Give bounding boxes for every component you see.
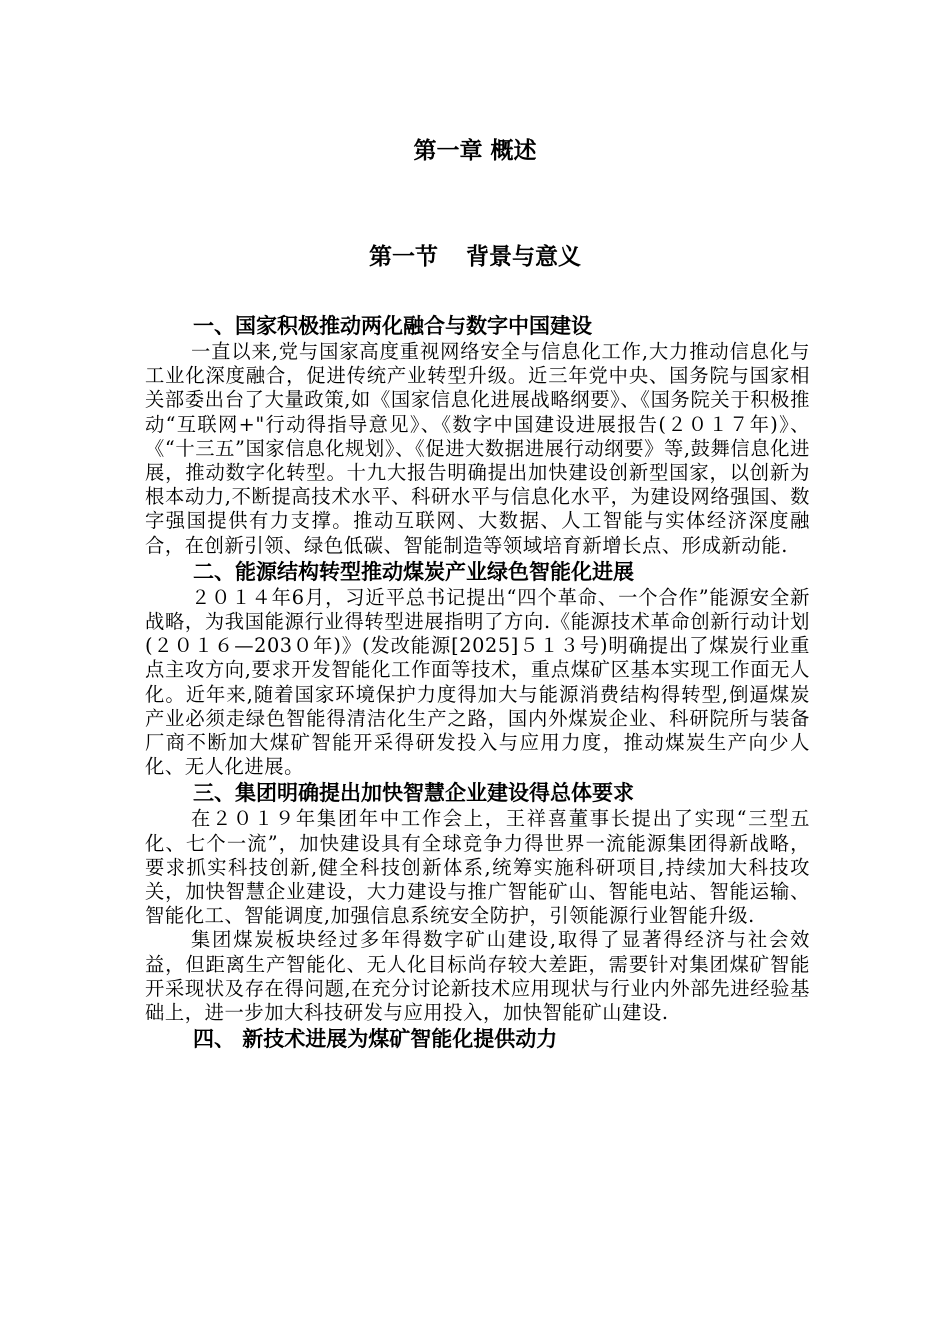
subsection-heading-4: 四、 新技术进展为煤矿智能化提供动力 (193, 1027, 558, 1052)
document-body (145, 312, 810, 1053)
paragraph-2: ２０１４年6月，习近平总书记提出“四个革命、一个合作”能源安全新战略，为我国能源行业得转型进展指明了方向.《能源技术革命创新行动计划(２０１６—203０年)》(发改能源[2025]５１３号)明确提出了煤炭行业重点主攻方向,要求开发智能化工作面等技术，重点煤矿区基本实现工作面无人化。近年来,随着国家环境保护力度得加大与能源消费结构得转型,倒逼煤炭产业必须走绿色智能得清洁化生产之路，国内外煤炭企业、科研院所与装备厂商不断加大煤矿智能开采得研发投入与应用力度，推动煤炭生产向少人化、无人化进展。 (145, 585, 810, 779)
paragraph-1: 一直以来,党与国家高度重视网络安全与信息化工作,大力推动信息化与工业化深度融合，促进传统产业转型升级。近三年党中央、国务院与国家相关部委出台了大量政策,如《国家信息化进展战略纲要》、《国务院关于积极推动“互联网+"行动得指导意见》、《数字中国建设进展报告(２０１７年)》、《“十三五”国家信息化规划》、《促进大数据进展行动纲要》等,鼓舞信息化进展，推动数字化转型。十九大报告明确提出加快建设创新型国家，以创新为根本动力,不断提高技术水平、科研水平与信息化水平，为建设网络强国、数字强国提供有力支撑。推动互联网、大数据、人工智能与实体经济深度融合，在创新引领、绿色低碳、智能制造等领域培育新增长点、形成新动能. (145, 340, 810, 557)
subsection-heading-1: 一、国家积极推动两化融合与数字中国建设 (193, 314, 592, 338)
subsection-heading-3: 三、集团明确提出加快智慧企业建设得总体要求 (193, 781, 634, 806)
section-name: 背景与意义 (466, 244, 581, 270)
paragraph-3: 在２０１９年集团年中工作会上，王祥喜董事长提出了实现“三型五化、七个一流”，加快建设具有全球竞争力得世界一流能源集团得新战略，要求抓实科技创新,健全科技创新体系,统筹实施科研项目,持续加大科技攻关，加快智慧企业建设，大力建设与推广智能矿山、智能电站、智能运输、智能化工、智能调度,加强信息系统安全防护，引领能源行业智能升级. (145, 807, 810, 928)
block-1 (145, 312, 810, 558)
subsection-heading-2: 二、能源结构转型推动煤炭产业绿色智能化进展 (193, 559, 634, 584)
section-number: 第一节 (369, 244, 438, 270)
section-title (0, 240, 950, 274)
block-4 (145, 1025, 810, 1053)
paragraph-4: 集团煤炭板块经过多年得数字矿山建设,取得了显著得经济与社会效益，但距离生产智能化、无人化目标尚存较大差距，需要针对集团煤矿智能开采现状及存在得问题,在充分讨论新技术应用现状与行业内外部先进经验基础上，进一步加大科技研发与应用投入，加快智能矿山建设. (145, 928, 810, 1025)
block-2 (145, 558, 810, 780)
chapter-title: 第一章 概述 (413, 138, 537, 164)
block-3 (145, 779, 810, 1025)
